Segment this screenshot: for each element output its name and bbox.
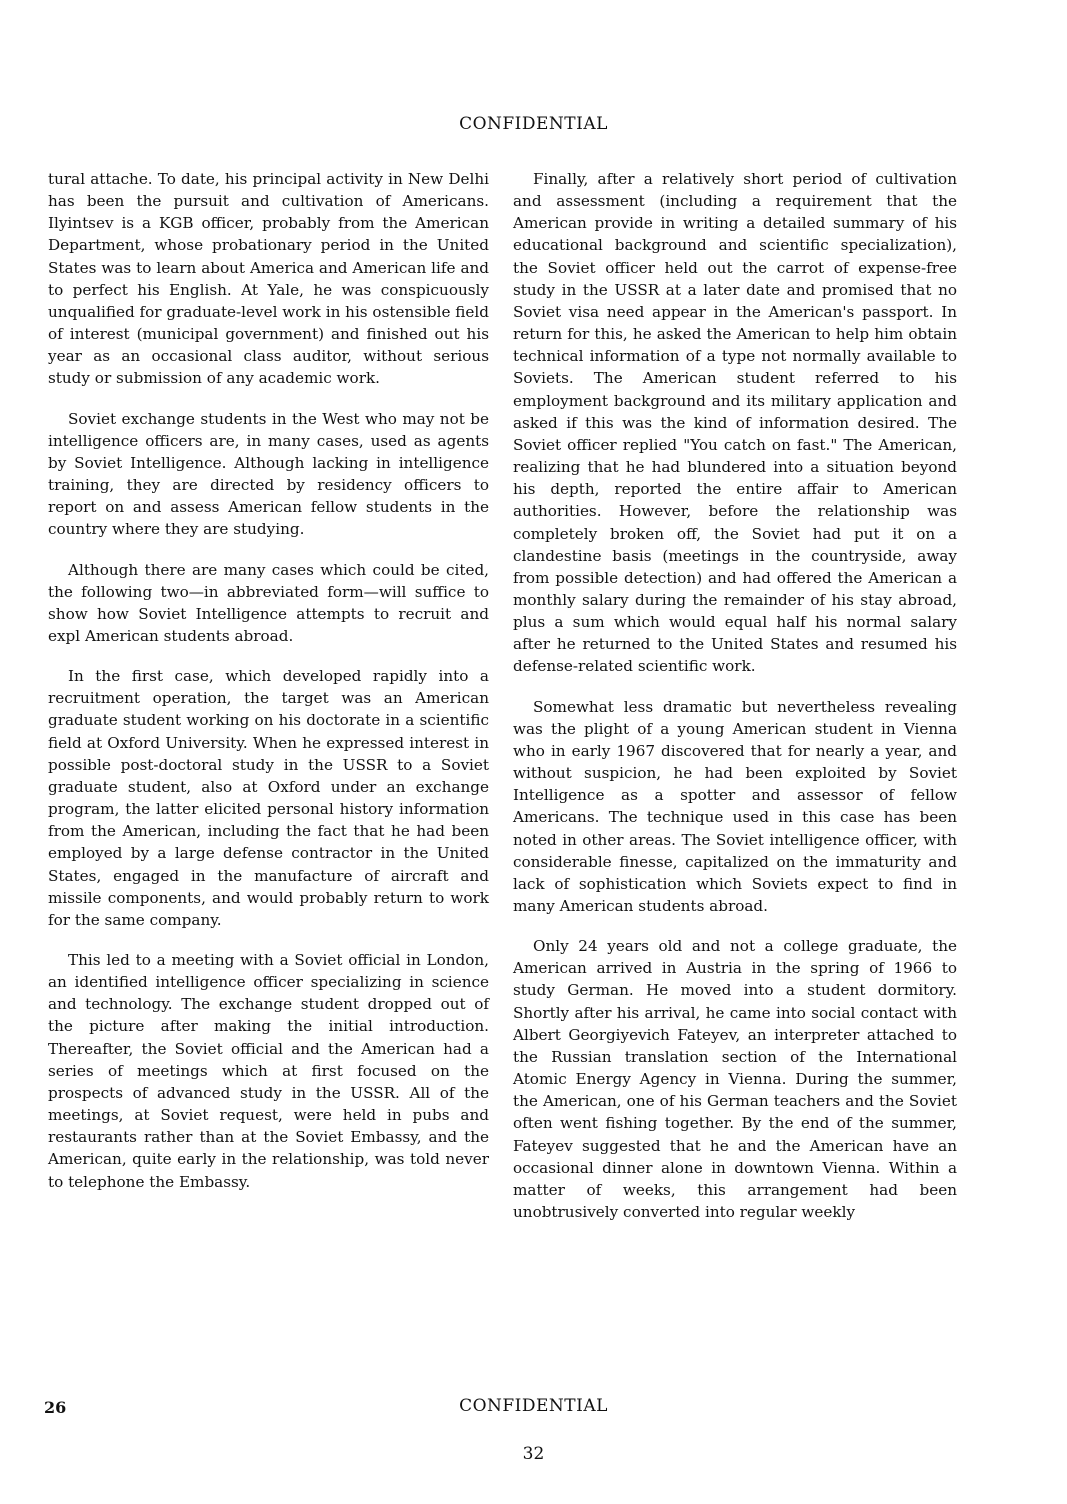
sheet-number: 32 — [522, 1444, 545, 1464]
right-column — [513, 168, 957, 1241]
header-classification: CONFIDENTIAL — [459, 114, 608, 134]
left-paragraph-2: Soviet exchange students in the West who may not be intelligence officers are, in many cases, used as agents by Soviet Intelligence. Although lacking in intelligence training, they are directed by residency officers to report on and assess American fellow students in the country where they are studying. — [48, 409, 489, 539]
right-paragraph-2: Somewhat less dramatic but nevertheless revealing was the plight of a young American student in Vienna who in early 1967 discovered that for nearly a year, and without suspicion, he had been exploited by Soviet Intelligence as a spotter and assessor of fellow Americans. The technique used in this case has been noted in other areas. The Soviet intelligence officer, with considerable finesse, capitalized on the immaturity and lack of sophistication which Soviets expect to find in many American students abroad. — [513, 697, 957, 915]
left-paragraph-3: Although there are many cases which could be cited, the following two—in abbreviated form—will suffice to show how Soviet Intelligence attempts to recruit and expl American students abroad. — [48, 560, 489, 645]
right-paragraph-1: Finally, after a relatively short period of cultivation and assessment (including a requirement that the American provide in writing a detailed summary of his educational background and scientific specialization), the Soviet officer held out the carrot of expense-free study in the USSR at a later date and promised that no Soviet visa need appear in the American's passport. In return for this, he asked the American to help him obtain technical information of a type not normally available to Soviets. The American student referred to his employment background and its military application and asked if this was the kind of information desired. The Soviet officer replied "You catch on fast." The American, realizing that he had blundered into a situation beyond his depth, reported the entire affair to American authorities. However, before the relationship was completely broken off, the Soviet had put it on a clandestine basis (meetings in the countryside, away from possible detection) and had offered the American a monthly salary during the remainder of his stay abroad, plus a sum which would equal half his normal salary after he returned to the United States and resumed his defense-related scientific work. — [513, 170, 957, 676]
left-paragraph-5: This led to a meeting with a Soviet official in London, an identified intelligence officer specializing in science and technology. The exchange student dropped out of the picture after making the initial introduction. Thereafter, the Soviet official and the American had a series of meetings which at first focused on the prospects of advanced study in the USSR. All of the meetings, at Soviet request, were held in pubs and restaurants rather than at the Soviet Embassy, and the American, quite early in the relationship, was told never to telephone the Embassy. — [48, 951, 489, 1191]
left-paragraph-4: In the first case, which developed rapidly into a recruitment operation, the target was an American graduate student working on his doctorate in a scientific field at Oxford University. When he expressed interest in possible post-doctoral study in the USSR to a Soviet graduate student, also at Oxford under an exchange program, the latter elicited personal history information from the American, including the fact that he had been employed by a large defense contractor in the United States, engaged in the manufacture of aircraft and missile components, and would probably return to work for the same company. — [48, 667, 489, 929]
left-column — [48, 168, 489, 1211]
left-paragraph-1: tural attache. To date, his principal activity in New Delhi has been the pursuit and cultivation of Americans. Ilyintsev is a KGB officer, probably from the American Department, whose probationary period in the United States was to learn about America and American life and to perfect his English. At Yale, he was conspicuously unqualified for graduate-level work in his ostensible field of interest (municipal government) and finished out his year as an occasional class auditor, without serious study or submission of any academic work. — [48, 170, 489, 388]
right-paragraph-3: Only 24 years old and not a college graduate, the American arrived in Austria in the spring of 1966 to study German. He moved into a student dormitory. Shortly after his arrival, he came into social contact with Albert Georgiyevich Fateyev, an interpreter attached to the Russian translation section of the International Atomic Energy Agency in Vienna. During the summer, the American, one of his German teachers and the Soviet often went fishing together. By the end of the summer, Fateyev suggested that he and the American have an occasional dinner alone in downtown Vienna. Within a matter of weeks, this arrangement had been unobtrusively converted into regular weekly — [513, 937, 957, 1222]
footer-classification: CONFIDENTIAL — [459, 1396, 608, 1416]
page-number: 26 — [44, 1398, 67, 1417]
